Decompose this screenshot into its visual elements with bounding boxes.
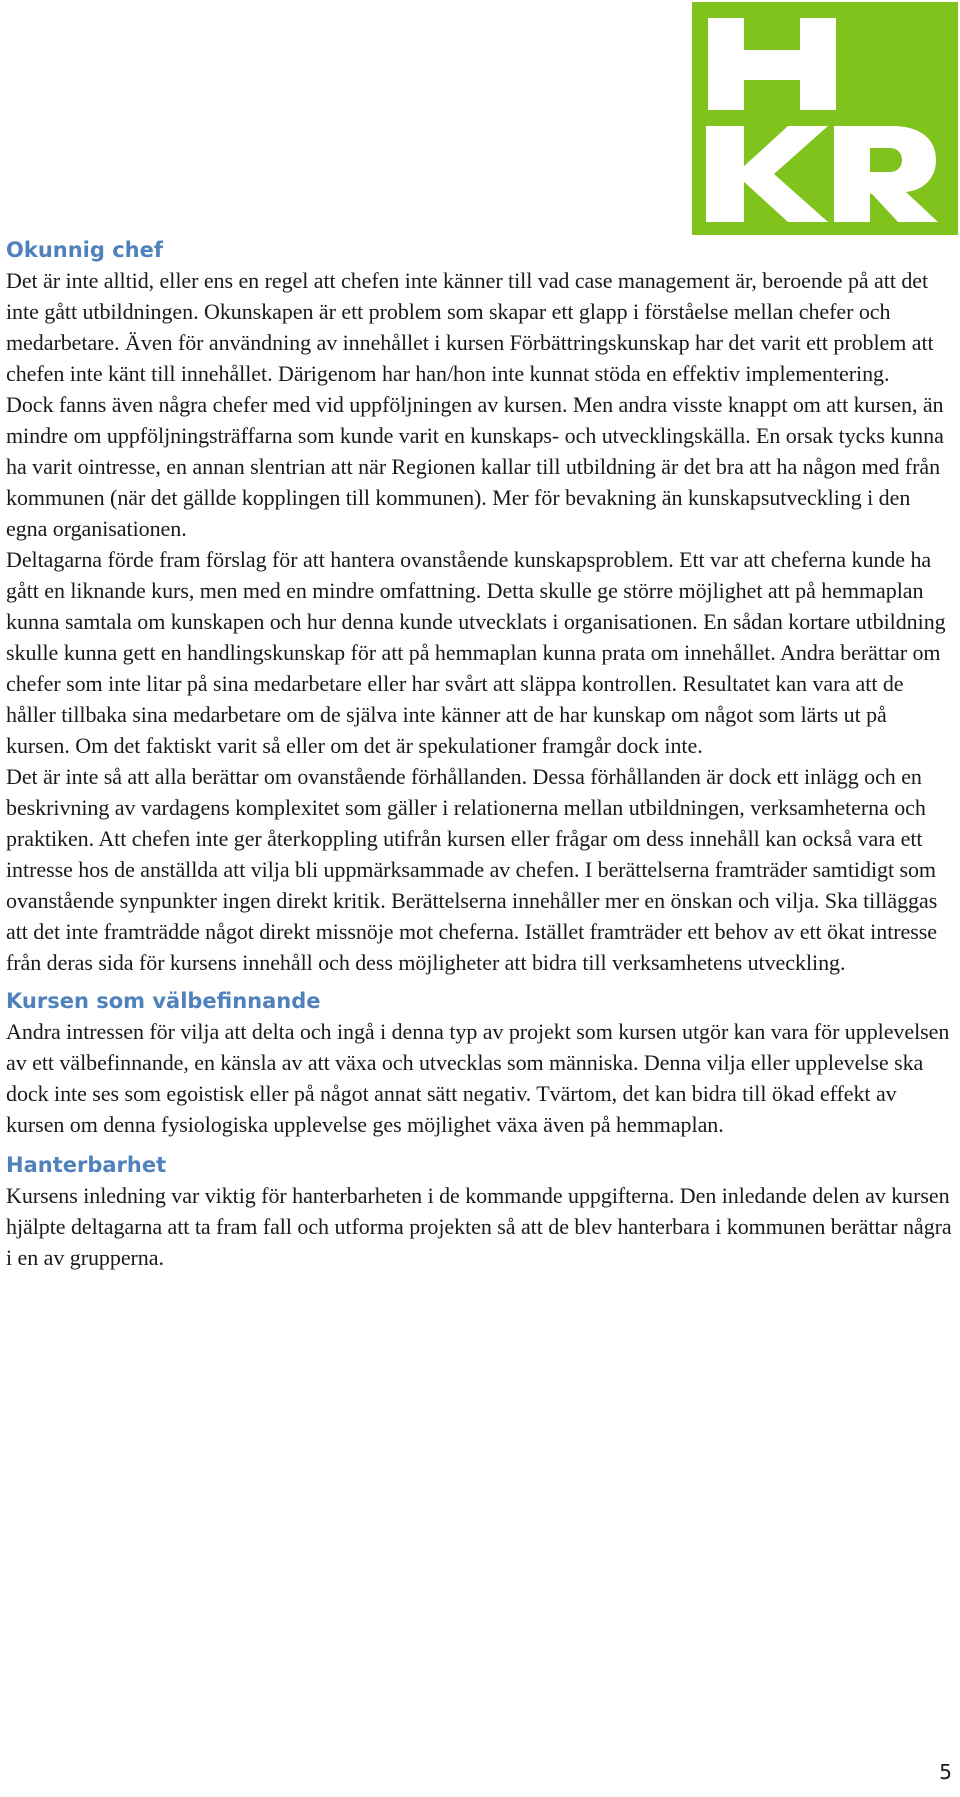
section-heading-okunnig-chef: Okunnig chef	[6, 238, 163, 262]
document-body	[6, 235, 956, 1273]
section-heading-hanterbarhet: Hanterbarhet	[6, 1153, 167, 1177]
paragraph: Deltagarna förde fram förslag för att hantera ovanstående kunskapsproblem. Ett var att cheferna kunde ha gått en liknande kurs, men med en mindre omfattning. Detta skulle ge större möjlighet att på hemmaplan kunna samtala om kunskapen och hur denna kunde utvecklats i organisationen. En sådan kortare utbildning skulle kunna gett en handlingskunskap för att på hemmaplan kunna prata om innehållet. Andra berättar om chefer som inte litar på sina medarbetare eller har svårt att släppa kontrollen. Resultatet kan vara att de håller tillbaka sina medarbetare om de själva inte känner att de har kunskap om något som lärts ut på kursen. Om det faktiskt varit så eller om det är spekulationer framgår dock inte.	[6, 547, 946, 758]
paragraph: Dock fanns även några chefer med vid uppföljningen av kursen. Men andra visste knappt om att kursen, än mindre om uppföljningsträffarna som kunde varit en kunskaps- och utvecklingskälla. En orsak tycks kunna ha varit ointresse, en annan slentrian att när Regionen kallar till utbildning är det bra att ha någon med från kommunen (när det gällde kopplingen till kommunen). Mer för bevakning än kunskapsutveckling i den egna organisationen.	[6, 392, 944, 541]
paragraph: Andra intressen för vilja att delta och ingå i denna typ av projekt som kursen utgör kan vara för upplevelsen av ett välbefinnande, en känsla av att växa och utvecklas som människa. Denna vilja eller upplevelse ska dock inte ses som egoistisk eller på något annat sätt negativ. Tvärtom, det kan bidra till ökad effekt av kursen om denna fysiologiska upplevelse ges möjlighet växa även på hemmaplan.	[6, 1019, 950, 1137]
page-number: 5	[939, 1760, 952, 1784]
paragraph: Kursens inledning var viktig för hanterbarheten i de kommande uppgifterna. Den inledande delen av kursen hjälpte deltagarna att ta fram fall och utforma projekten så att de blev hanterbara i kommunen berättar några i en av grupperna.	[6, 1183, 952, 1270]
section-heading-kursen-som-valbefinnande: Kursen som välbefinnande	[6, 989, 321, 1013]
paragraph: Det är inte alltid, eller ens en regel att chefen inte känner till vad case management är, beroende på att det inte gått utbildningen. Okunskapen är ett problem som skapar ett glapp i förståelse mellan chefer och medarbetare. Även för användning av innehållet i kursen Förbättringskunskap har det varit ett problem att chefen inte känt till innehållet. Därigenom har han/hon inte kunnat stöda en effektiv implementering.	[6, 268, 934, 386]
paragraph: Det är inte så att alla berättar om ovanstående förhållanden. Dessa förhållanden är dock ett inlägg och en beskrivning av vardagens komplexitet som gäller i relationerna mellan utbildningen, verksamheterna och praktiken. Att chefen inte ger återkoppling utifrån kursen eller frågar om dess innehåll kan också vara ett intresse hos de anställda att vilja bli uppmärksammade av chefen. I berättelserna framträder samtidigt som ovanstående synpunkter ingen direkt kritik. Berättelserna innehåller mer en önskan och vilja. Ska tilläggas att det inte framträdde något direkt missnöje mot cheferna. Istället framträder ett behov av ett ökat intresse från deras sida för kursens innehåll och dess möjligheter att bidra till verksamhetens utveckling.	[6, 764, 938, 975]
hkr-logo-mark	[692, 2, 958, 235]
hkr-logo	[692, 2, 958, 235]
